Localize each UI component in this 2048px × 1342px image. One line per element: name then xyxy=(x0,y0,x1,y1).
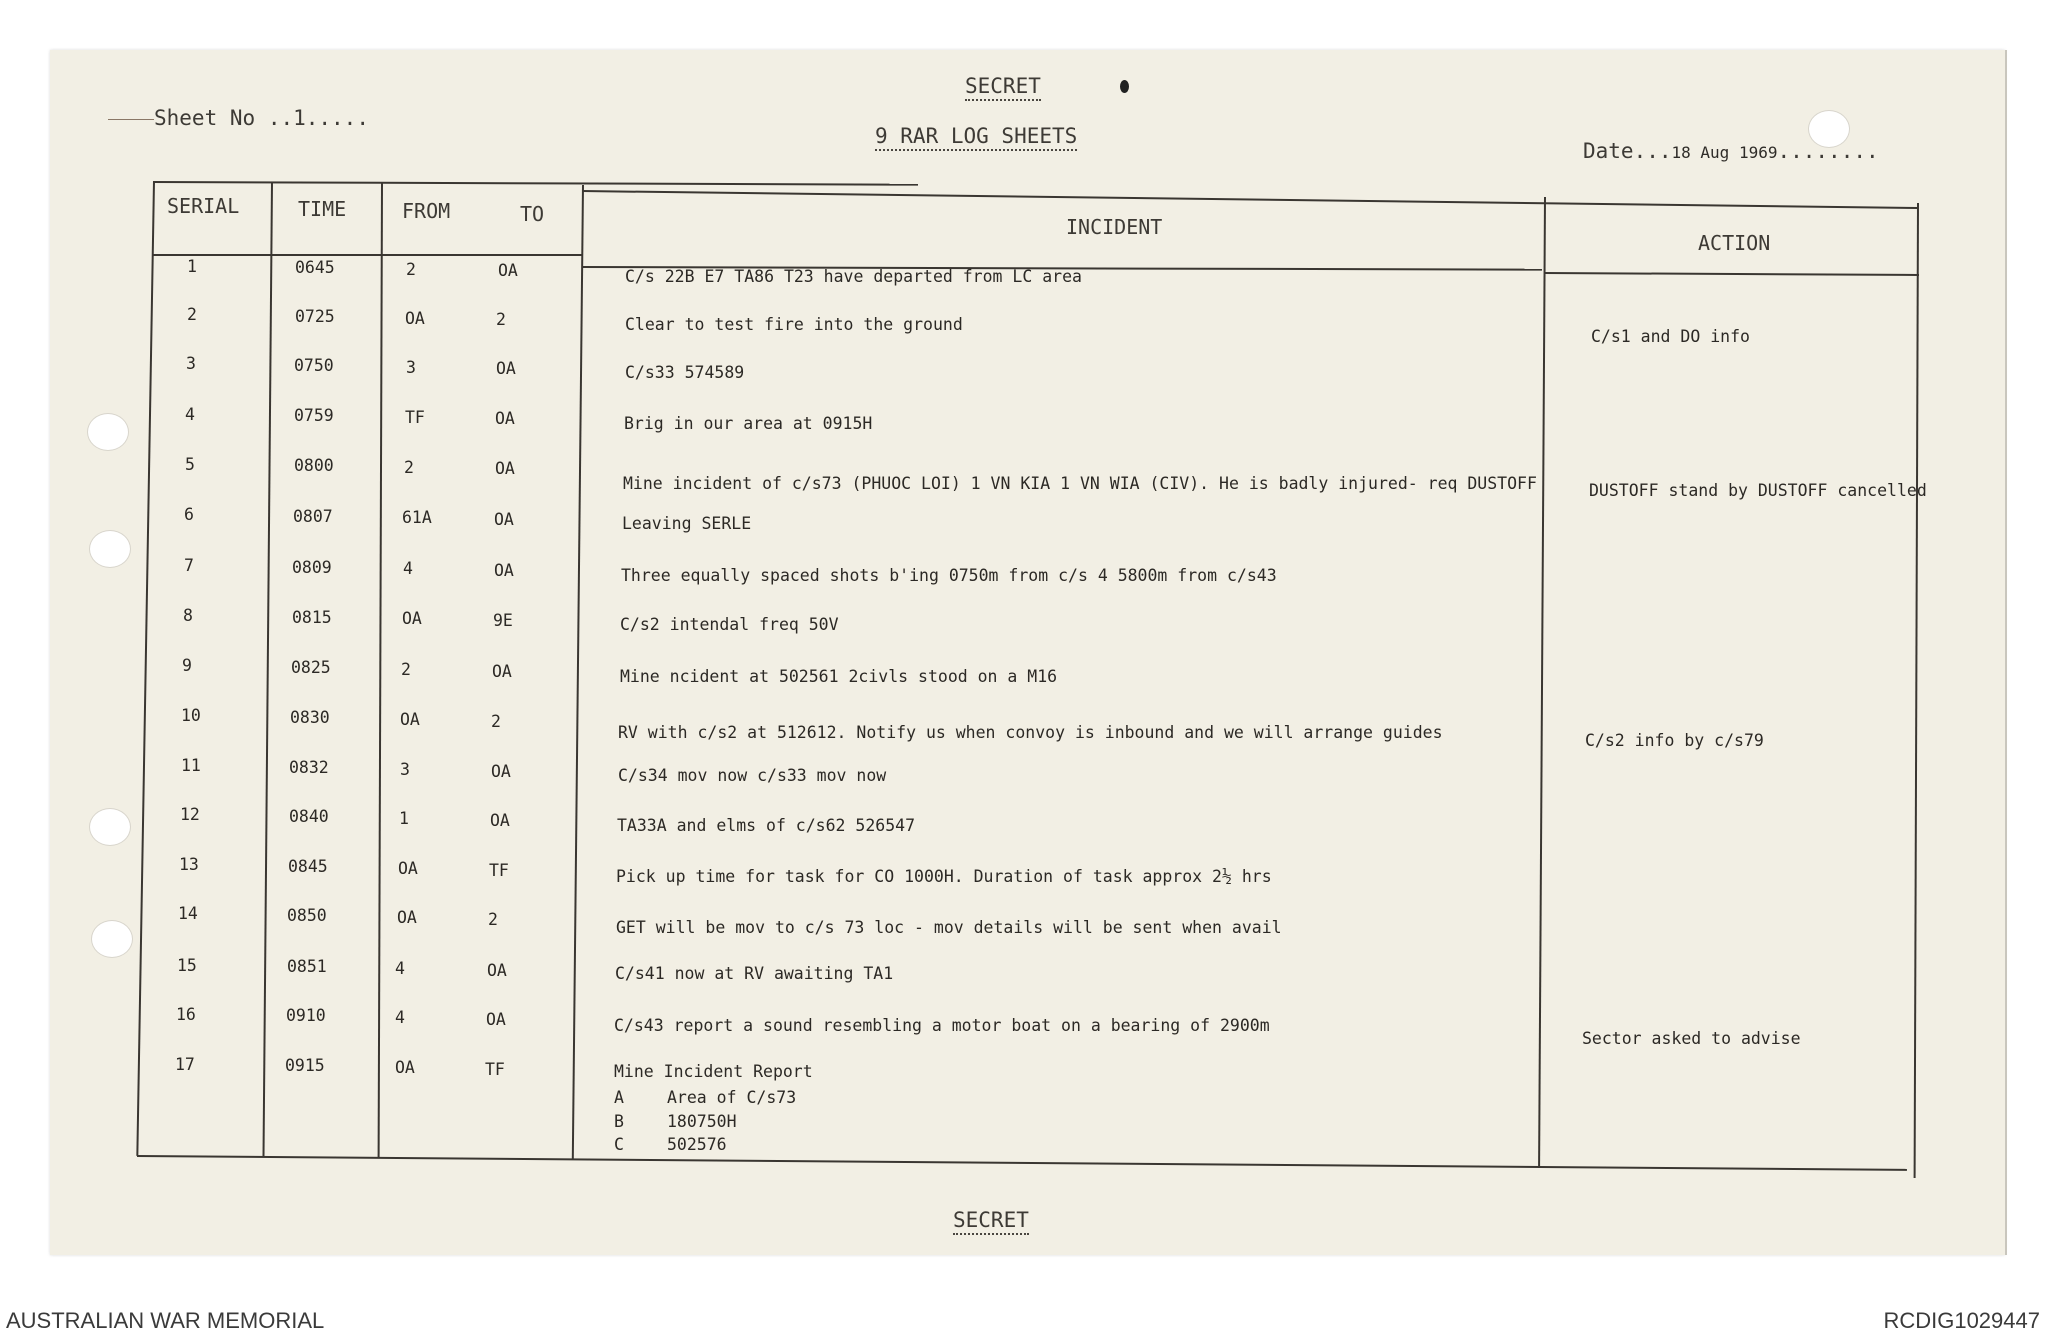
incident-cell: Leaving SERLE xyxy=(622,514,752,533)
from-cell: OA xyxy=(402,609,422,628)
report-key: B xyxy=(614,1112,624,1131)
serial-cell: 15 xyxy=(177,956,197,975)
time-cell: 0750 xyxy=(294,356,334,375)
serial-cell: 11 xyxy=(181,756,201,775)
serial-cell: 6 xyxy=(184,505,194,524)
action-cell: DUSTOFF stand by DUSTOFF cancelled xyxy=(1589,481,1927,500)
to-cell: OA xyxy=(494,510,514,529)
serial-cell: 14 xyxy=(178,904,198,923)
from-cell: OA xyxy=(397,908,417,927)
punch-hole xyxy=(91,920,133,958)
col-header-incident: INCIDENT xyxy=(1066,215,1163,239)
to-cell: OA xyxy=(491,762,511,781)
action-cell: C/s1 and DO info xyxy=(1591,327,1750,346)
date-field: Date...18 Aug 1969........ xyxy=(1583,139,1879,163)
punch-hole xyxy=(87,413,129,451)
archive-source: AUSTRALIAN WAR MEMORIAL xyxy=(6,1308,325,1333)
incident-cell: Mine incident of c/s73 (PHUOC LOI) 1 VN KIA 1 VN WIA (CIV). He is badly injured- req DUSTOFF xyxy=(623,474,1537,493)
from-cell: OA xyxy=(405,309,425,328)
incident-cell: Mine ncident at 502561 2civls stood on a M16 xyxy=(620,667,1058,686)
archive-id: RCDIG1029447 xyxy=(1883,1308,2040,1333)
time-cell: 0830 xyxy=(290,708,330,727)
time-cell: 0815 xyxy=(292,608,332,627)
time-cell: 0910 xyxy=(286,1006,326,1025)
col-header-to: TO xyxy=(520,202,545,226)
serial-cell: 13 xyxy=(179,855,199,874)
col-header-action: ACTION xyxy=(1698,231,1771,255)
incident-cell: TA33A and elms of c/s62 526547 xyxy=(617,816,916,835)
from-cell: 2 xyxy=(401,660,411,679)
serial-cell: 2 xyxy=(187,305,197,324)
time-cell: 0840 xyxy=(289,807,329,826)
date-value: 18 Aug 1969 xyxy=(1671,143,1778,162)
to-cell: 2 xyxy=(491,712,501,731)
serial-cell: 10 xyxy=(181,706,201,725)
to-cell: OA xyxy=(498,261,518,280)
to-cell: 2 xyxy=(496,310,506,329)
incident-cell: RV with c/s2 at 512612. Notify us when convoy is inbound and we will arrange guides xyxy=(618,723,1443,742)
time-cell: 0759 xyxy=(294,406,334,425)
time-cell: 0809 xyxy=(292,558,332,577)
action-cell: C/s2 info by c/s79 xyxy=(1585,731,1764,750)
to-cell: OA xyxy=(494,561,514,580)
incident-cell: C/s 22B E7 TA86 T23 have departed from LC area xyxy=(625,267,1082,286)
from-cell: 61A xyxy=(402,508,432,527)
col-header-serial: SERIAL xyxy=(167,194,240,218)
time-cell: 0645 xyxy=(295,258,335,277)
page-title: 9 RAR LOG SHEETS xyxy=(875,124,1077,148)
to-cell: OA xyxy=(495,409,515,428)
serial-cell: 17 xyxy=(175,1055,195,1074)
serial-cell: 1 xyxy=(187,257,197,276)
from-cell: OA xyxy=(398,859,418,878)
col-header-time: TIME xyxy=(298,197,347,221)
report-key: A xyxy=(614,1088,624,1107)
to-cell: TF xyxy=(489,861,509,880)
from-cell: 1 xyxy=(399,809,409,828)
to-cell: OA xyxy=(487,961,507,980)
incident-cell: C/s43 report a sound resembling a motor boat on a bearing of 2900m xyxy=(614,1016,1270,1035)
report-value: Area of C/s73 xyxy=(667,1088,797,1107)
to-cell: OA xyxy=(496,359,516,378)
serial-cell: 16 xyxy=(176,1005,196,1024)
serial-cell: 9 xyxy=(182,656,192,675)
time-cell: 0832 xyxy=(289,758,329,777)
classification-bottom: SECRET xyxy=(953,1208,1029,1232)
report-key: C xyxy=(614,1135,624,1154)
pencil-mark xyxy=(108,119,154,120)
serial-cell: 7 xyxy=(184,556,194,575)
report-value: 502576 xyxy=(667,1135,727,1154)
report-value: 180750H xyxy=(667,1112,737,1131)
incident-cell: C/s33 574589 xyxy=(625,363,745,382)
incident-cell: GET will be mov to c/s 73 loc - mov details will be sent when avail xyxy=(616,918,1282,937)
ink-dot xyxy=(1120,80,1129,93)
sheet-number: Sheet No ..1..... xyxy=(154,106,369,130)
from-cell: 4 xyxy=(395,1008,405,1027)
to-cell: OA xyxy=(492,662,512,681)
action-cell: Sector asked to advise xyxy=(1582,1029,1801,1048)
time-cell: 0851 xyxy=(287,957,327,976)
paper-edge xyxy=(2005,50,2007,1255)
incident-cell: C/s41 now at RV awaiting TA1 xyxy=(615,964,894,983)
to-cell: TF xyxy=(485,1060,505,1079)
to-cell: 9E xyxy=(493,611,513,630)
incident-cell: Three equally spaced shots b'ing 0750m from c/s 4 5800m from c/s43 xyxy=(621,566,1277,585)
serial-cell: 5 xyxy=(185,455,195,474)
incident-cell: Brig in our area at 0915H xyxy=(624,414,873,433)
serial-cell: 12 xyxy=(180,805,200,824)
serial-cell: 3 xyxy=(186,354,196,373)
from-cell: OA xyxy=(400,710,420,729)
to-cell: OA xyxy=(495,459,515,478)
from-cell: 3 xyxy=(400,760,410,779)
classification-top: SECRET xyxy=(965,74,1041,98)
time-cell: 0725 xyxy=(295,307,335,326)
from-cell: 4 xyxy=(403,559,413,578)
punch-hole xyxy=(89,808,131,846)
time-cell: 0845 xyxy=(288,857,328,876)
incident-cell: C/s2 intendal freq 50V xyxy=(620,615,839,634)
incident-cell: Clear to test fire into the ground xyxy=(625,315,963,334)
punch-hole xyxy=(89,530,131,568)
to-cell: OA xyxy=(486,1010,506,1029)
time-cell: 0800 xyxy=(294,456,334,475)
serial-cell: 8 xyxy=(183,606,193,625)
to-cell: 2 xyxy=(488,910,498,929)
incident-cell: Mine Incident Report xyxy=(614,1062,813,1081)
from-cell: 4 xyxy=(395,959,405,978)
time-cell: 0850 xyxy=(287,906,327,925)
serial-cell: 4 xyxy=(185,405,195,424)
from-cell: 2 xyxy=(406,260,416,279)
from-cell: 3 xyxy=(406,358,416,377)
to-cell: OA xyxy=(490,811,510,830)
time-cell: 0807 xyxy=(293,507,333,526)
time-cell: 0915 xyxy=(285,1056,325,1075)
incident-cell: C/s34 mov now c/s33 mov now xyxy=(618,766,887,785)
col-header-from: FROM xyxy=(402,199,451,223)
from-cell: 2 xyxy=(404,458,414,477)
from-cell: TF xyxy=(405,408,425,427)
from-cell: OA xyxy=(395,1058,415,1077)
incident-cell: Pick up time for task for CO 1000H. Duration of task approx 2½ hrs xyxy=(616,867,1272,886)
header-rule xyxy=(153,254,583,256)
time-cell: 0825 xyxy=(291,658,331,677)
